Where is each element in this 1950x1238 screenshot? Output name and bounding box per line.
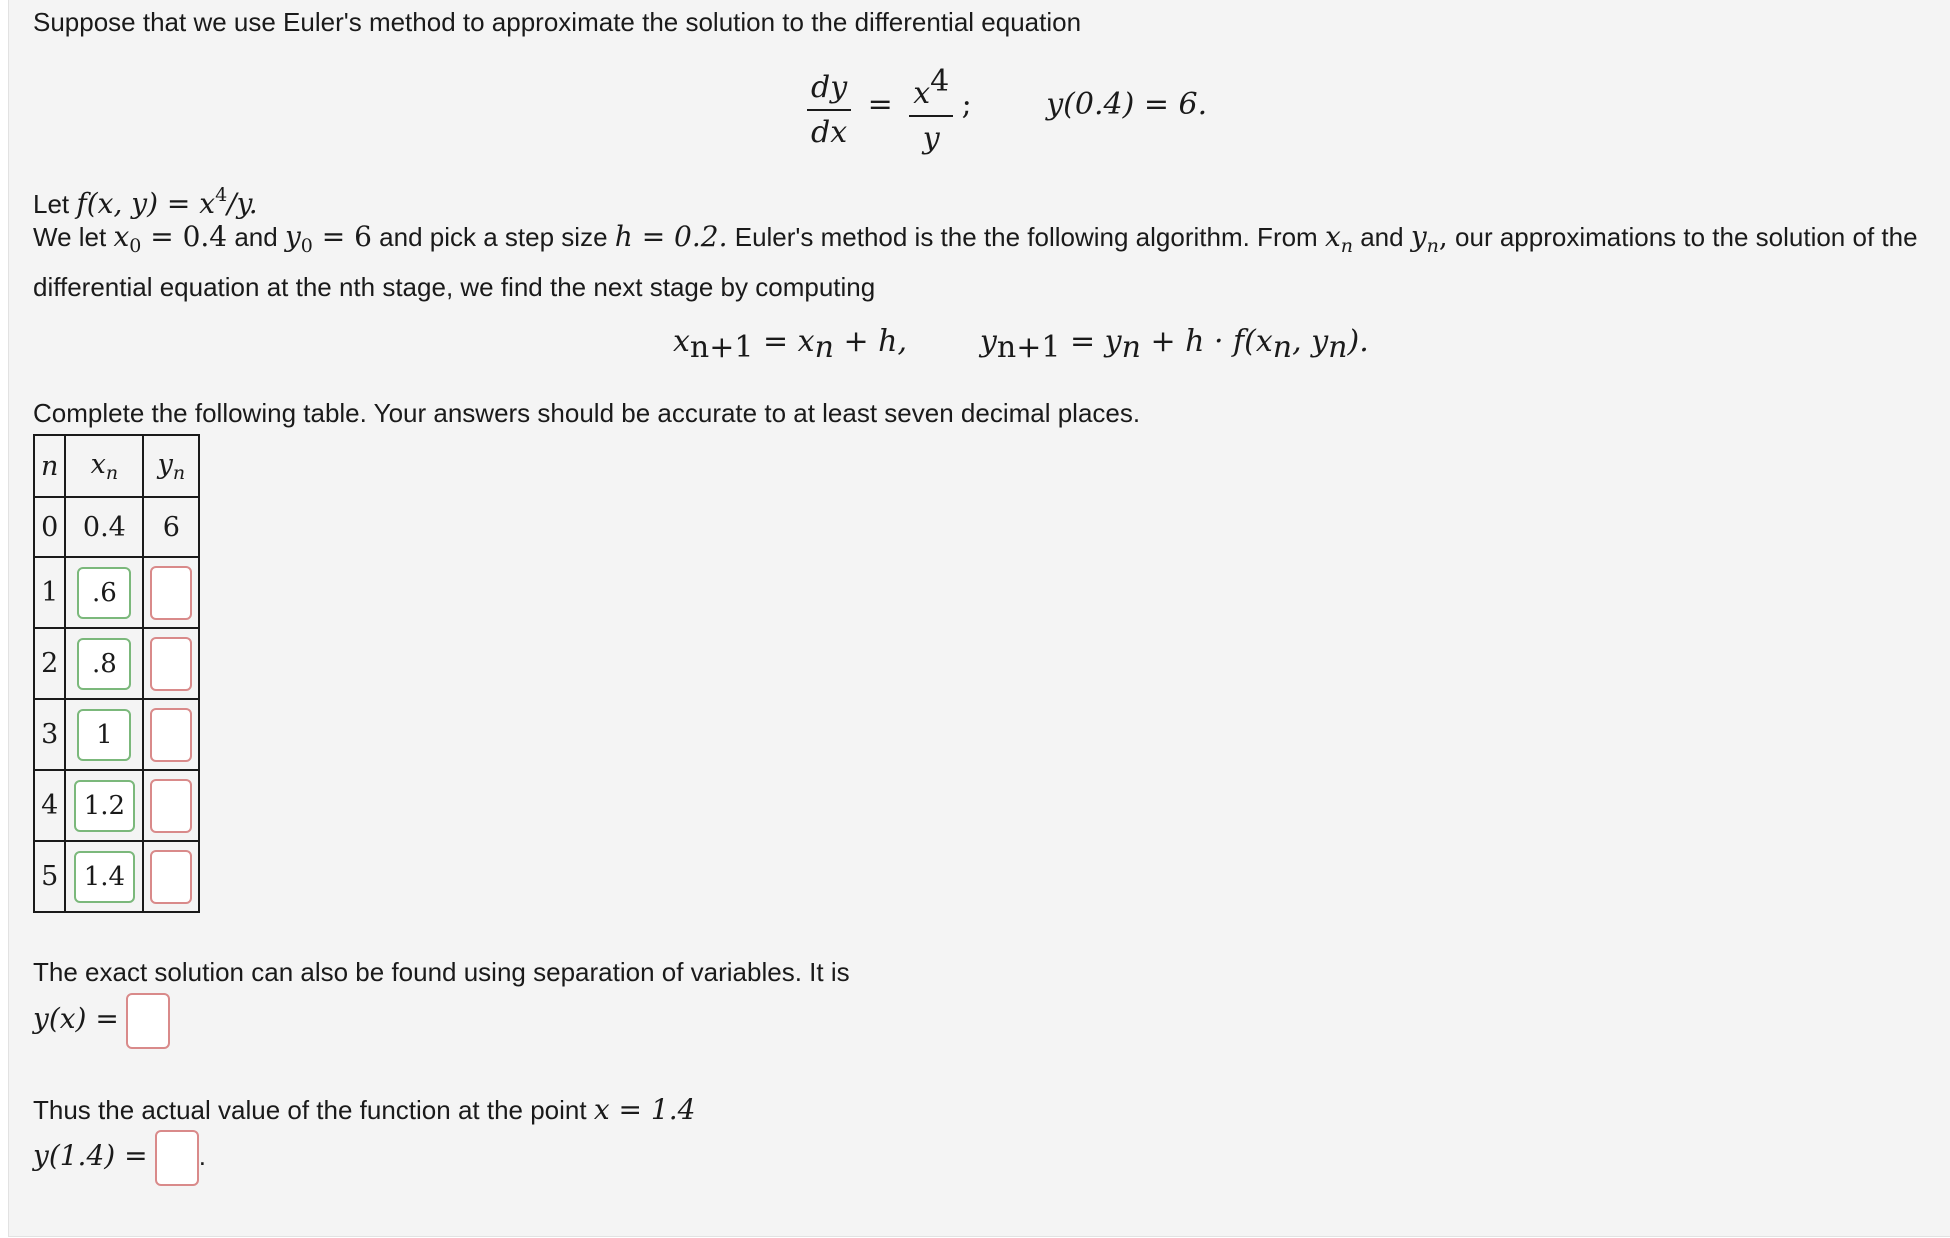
x4-over-y-fraction [909, 64, 953, 156]
y1-input[interactable] [150, 566, 192, 620]
cell-n: 1 [34, 557, 65, 628]
yn-subscript: n [1426, 235, 1439, 257]
y-end-subscript: n [1328, 330, 1348, 365]
x1-input[interactable]: .6 [77, 567, 131, 619]
y-rhs-subscript: n [1121, 330, 1141, 365]
y5-input[interactable] [150, 850, 192, 904]
cell-y: 6 [143, 497, 199, 557]
y-tail: ). [1347, 324, 1369, 359]
y-mid-subscript: n [1272, 330, 1293, 365]
cell-x [65, 699, 143, 770]
fraction-numerator: dy [807, 70, 851, 111]
actual-value-line [33, 1130, 206, 1186]
y3-input[interactable] [150, 708, 192, 762]
actual-value-input[interactable] [155, 1130, 199, 1186]
x0-symbol: x [113, 220, 130, 253]
table-row [34, 699, 199, 770]
header-n: n [34, 435, 65, 497]
f-exponent: 4 [215, 184, 228, 206]
let-word: Let [33, 189, 77, 219]
recurrence-equation [673, 324, 1369, 365]
x-tail: + h, [833, 324, 908, 359]
setup-text: our approximations to the solution of the differential equation at the nth stage, we find the next stage by computing [33, 222, 1918, 302]
cell-y [143, 628, 199, 699]
x0-subscript: 0 [129, 235, 142, 257]
setup-text: Euler's method is the the following algorithm. From [727, 222, 1325, 252]
y2-input[interactable] [150, 637, 192, 691]
y-mid: + h · f(x [1140, 324, 1273, 359]
question-panel [8, 0, 1950, 1237]
y0-symbol: y [284, 220, 301, 253]
y-lhs-subscript: n+1 [996, 330, 1061, 365]
header-x: x [90, 448, 106, 480]
xn-subscript: n [1340, 235, 1353, 257]
cell-x [65, 770, 143, 841]
table-row [34, 557, 199, 628]
x3-input[interactable]: 1 [77, 709, 131, 761]
x-lhs-subscript: n+1 [689, 330, 754, 365]
table-row [34, 841, 199, 912]
exact-solution-text: The exact solution can also be found using separation of variables. It is [33, 957, 850, 987]
period: . [198, 1140, 207, 1171]
header-yn [143, 435, 199, 497]
x-rhs-subscript: n [814, 330, 834, 365]
table-row [34, 770, 199, 841]
cell-y [143, 557, 199, 628]
table-row [34, 628, 199, 699]
x-equals: x = 1.4 [593, 1093, 696, 1126]
f-definition: f(x, y) = x [76, 187, 216, 220]
y4-input[interactable] [150, 779, 192, 833]
setup-text: and [1353, 222, 1411, 252]
step-size: h = 0.2. [614, 220, 728, 253]
fraction-denominator: dx [811, 115, 848, 150]
y14-label: y(1.4) = [33, 1138, 148, 1172]
cell-x [65, 841, 143, 912]
yn-symbol: y [1410, 220, 1427, 253]
semicolon: ; [961, 87, 972, 123]
setup-paragraph [33, 216, 1923, 308]
header-x-sub: n [105, 461, 119, 484]
header-xn [65, 435, 143, 497]
table-header-row [34, 435, 199, 497]
x-rhs: = x [753, 324, 815, 359]
setup-text: and [227, 222, 285, 252]
table-row [34, 497, 199, 557]
x-variable: x [913, 76, 931, 111]
cell-n: 0 [34, 497, 65, 557]
y-lhs: y [979, 324, 997, 359]
comma: , [1438, 220, 1448, 253]
header-y: y [157, 448, 173, 480]
y-variable: y [922, 121, 940, 156]
cell-y [143, 770, 199, 841]
equals-sign: = [867, 87, 893, 123]
cell-n: 2 [34, 628, 65, 699]
f-definition-tail: /y. [227, 187, 258, 220]
cell-n: 4 [34, 770, 65, 841]
actual-value-text [33, 1089, 695, 1131]
x2-input[interactable]: .8 [77, 638, 131, 690]
cell-x [65, 557, 143, 628]
euler-table [33, 434, 200, 913]
x4-input[interactable]: 1.2 [74, 780, 135, 832]
dy-dx-fraction [807, 70, 851, 150]
exponent: 4 [930, 64, 950, 99]
intro-text: Suppose that we use Euler's method to approximate the solution to the differential equation [33, 7, 1082, 37]
header-y-sub: n [172, 461, 186, 484]
exact-solution-line [33, 993, 170, 1049]
y0-subscript: 0 [300, 235, 313, 257]
xn-symbol: x [1324, 220, 1341, 253]
cell-y [143, 699, 199, 770]
y-rhs: = y [1060, 324, 1122, 359]
cell-x [65, 628, 143, 699]
yx-label: y(x) = [33, 1001, 119, 1035]
table-instructions: Complete the following table. Your answers should be accurate to at least seven decimal places. [33, 398, 1141, 428]
ode-equation [803, 64, 1207, 154]
setup-text: and pick a step size [371, 222, 615, 252]
cell-n: 5 [34, 841, 65, 912]
x0-value: = 0.4 [141, 220, 228, 253]
y-comma: , y [1292, 324, 1329, 359]
cell-x: 0.4 [65, 497, 143, 557]
cell-y [143, 841, 199, 912]
actual-text-prefix: Thus the actual value of the function at the point [33, 1095, 594, 1125]
setup-text: We let [33, 222, 114, 252]
x5-input[interactable]: 1.4 [74, 851, 135, 903]
y0-value: = 6 [312, 220, 372, 253]
exact-solution-input[interactable] [126, 993, 170, 1049]
initial-condition: y(0.4) = 6. [1046, 87, 1208, 123]
cell-n: 3 [34, 699, 65, 770]
x-lhs: x [673, 324, 690, 359]
